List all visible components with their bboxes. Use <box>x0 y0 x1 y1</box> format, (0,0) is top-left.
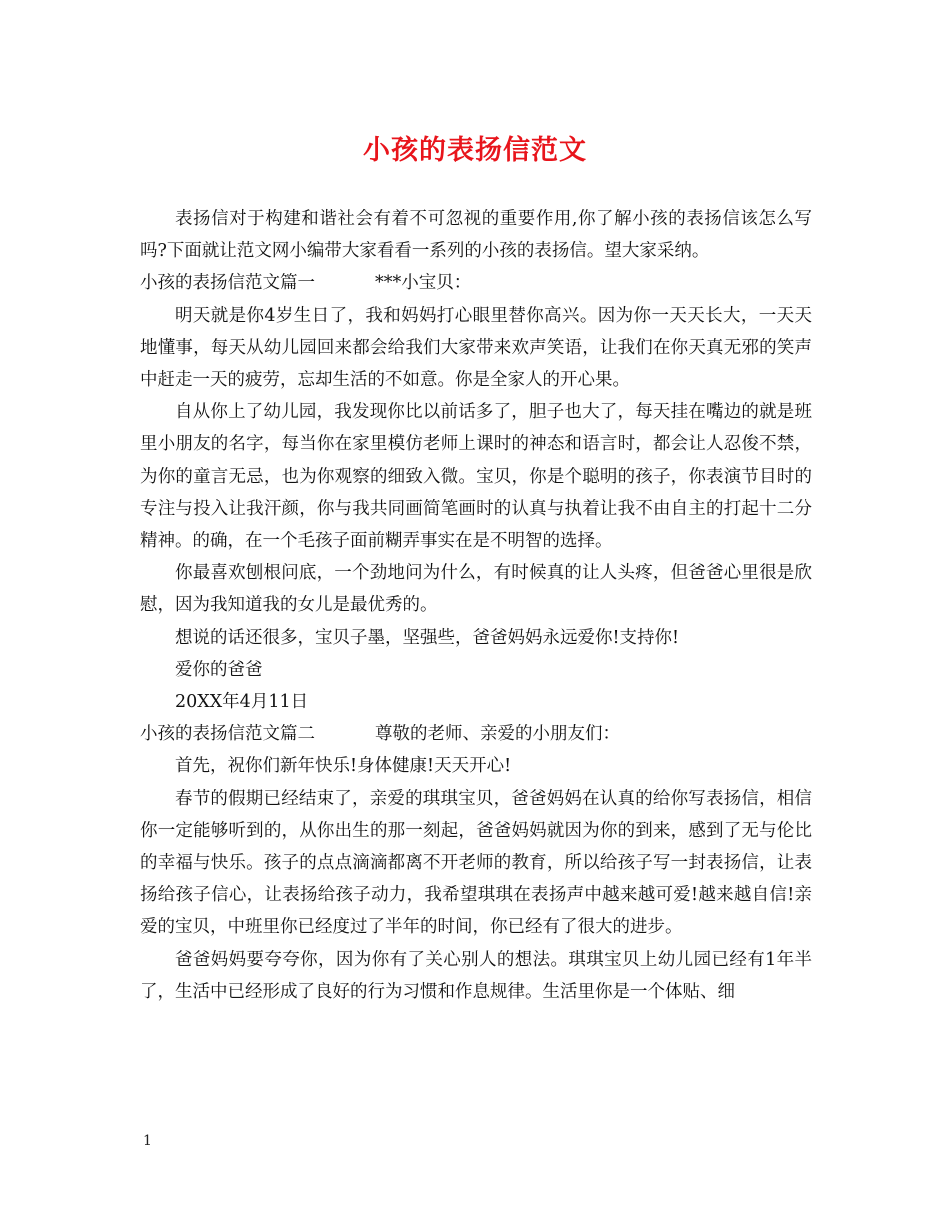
section-heading: 小孩的表扬信范文篇二 <box>140 724 315 745</box>
document-title: 小孩的表扬信范文 <box>363 135 587 166</box>
paragraph: 明天就是你4岁生日了，我和妈妈打心眼里替你高兴。因为你一天天长大，一天天地懂事，每天从幼儿园回来都会给我们大家带来欢声笑语，让我们在你天真无邪的笑声中赶走一天的疲劳，忘却生活的不如意。你是全家人的开心果。 <box>140 305 812 391</box>
paragraph: 爸爸妈妈要夸夸你，因为你有了关心别人的想法。琪琪宝贝上幼儿园已经有1年半了，生活中已经形成了良好的行为习惯和作息规律。生活里你是一个体贴、细 <box>140 949 812 1002</box>
paragraph: 自从你上了幼儿园，我发现你比以前话多了，胆子也大了，每天挂在嘴边的就是班里小朋友的名字，每当你在家里模仿老师上课时的神态和语言时，都会让人忍俊不禁，为你的童言无忌，也为你观察的细致入微。宝贝，你是个聪明的孩子，你表演节目时的专注与投入让我汗颜，你与我共同画简笔画时的认真与执着让我不由自主的打起十二分精神。的确，在一个毛孩子面前糊弄事实在是不明智的选择。 <box>140 402 812 552</box>
paragraph: 你最喜欢刨根问底，一个劲地问为什么，有时候真的让人头疼，但爸爸心里很是欣慰，因为我知道我的女儿是最优秀的。 <box>140 563 812 616</box>
salutation: ***小宝贝： <box>375 273 472 294</box>
salutation: 尊敬的老师、亲爱的小朋友们： <box>375 724 620 745</box>
paragraph: 想说的话还很多，宝贝子墨，坚强些，爸爸妈妈永远爱你!支持你! <box>175 627 680 648</box>
section-heading: 小孩的表扬信范文篇一 <box>140 273 315 294</box>
paragraph: 春节的假期已经结束了，亲爱的琪琪宝贝，爸爸妈妈在认真的给你写表扬信，相信你一定能够听到的，从你出生的那一刻起，爸爸妈妈就因为你的到来，感到了无与伦比的幸福与快乐。孩子的点点滴滴都离不开老师的教育，所以给孩子写一封表扬信，让表扬给孩子信心，让表扬给孩子动力，我希望琪琪在表扬声中越来越可爱!越来越自信!亲爱的宝贝，中班里你已经度过了半年的时间，你已经有了很大的进步。 <box>140 788 812 938</box>
section-heading-line <box>140 267 812 299</box>
page-number: 1 <box>143 1133 152 1149</box>
signature: 爱你的爸爸 <box>175 659 263 680</box>
paragraph-intro: 表扬信对于构建和谐社会有着不可忽视的重要作用,你了解小孩的表扬信该怎么写吗?下面就让范文网小编带大家看看一系列的小孩的表扬信。望大家采纳。 <box>140 209 812 262</box>
section-heading-line <box>140 718 812 750</box>
document-body <box>140 203 812 1008</box>
paragraph: 首先，祝你们新年快乐!身体健康!天天开心! <box>175 756 512 777</box>
date: 20XX年4月11日 <box>175 692 309 713</box>
